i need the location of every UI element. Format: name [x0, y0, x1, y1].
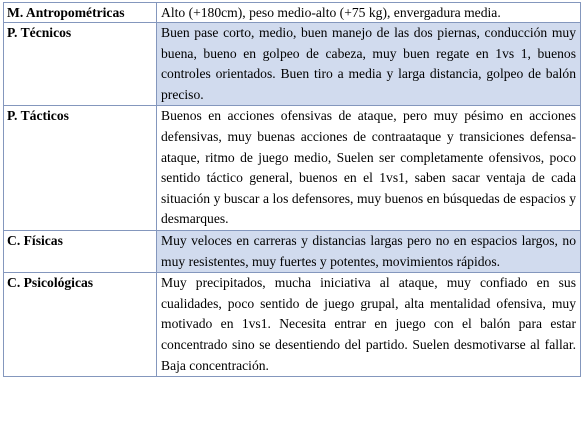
table-row-technical [4, 23, 581, 106]
row-label-tactical: P. Tácticos [4, 106, 157, 231]
player-profile-table [3, 2, 581, 377]
table-row-psychological [4, 273, 581, 377]
row-value-physical: Muy veloces en carreras y distancias largas pero no en espacios largos, no muy resistentes, muy fuertes y potentes, movimientos rápidos. [157, 230, 581, 272]
row-label-physical: C. Físicas [4, 230, 157, 272]
row-label-psychological: C. Psicológicas [4, 273, 157, 377]
row-label-anthropometric: M. Antropométricas [4, 3, 157, 23]
table-row-physical [4, 230, 581, 272]
row-label-technical: P. Técnicos [4, 23, 157, 106]
table-row-anthropometric [4, 3, 581, 23]
row-value-technical: Buen pase corto, medio, buen manejo de las dos piernas, conducción muy buena, bueno en golpeo de cabeza, muy buen regate en 1vs 1, buenos controles orientados. Buen tiro a media y larga distancia, golpeo de balón preciso. [157, 23, 581, 106]
row-value-tactical: Buenos en acciones ofensivas de ataque, pero muy pésimo en acciones defensivas, muy buenas acciones de contraataque y transiciones defensa-ataque, ritmo de juego medio, Suelen ser completamente ofensivos, poco sentido táctico general, buenos en el 1vs1, saben sacar ventaja de cada situación y buscar a los defensores, muy buenos en búsquedas de espacios y desmarques. [157, 106, 581, 231]
row-value-psychological: Muy precipitados, mucha iniciativa al ataque, muy confiado en sus cualidades, poco sentido de juego grupal, alta mentalidad ofensiva, muy motivado en 1vs1. Necesita entrar en juego con el balón para estar concentrado sino se desentiendo del partido. Suelen desmotivarse al fallar. Baja concentración. [157, 273, 581, 377]
table-row-tactical [4, 106, 581, 231]
row-value-anthropometric: Alto (+180cm), peso medio-alto (+75 kg), envergadura media. [157, 3, 581, 23]
